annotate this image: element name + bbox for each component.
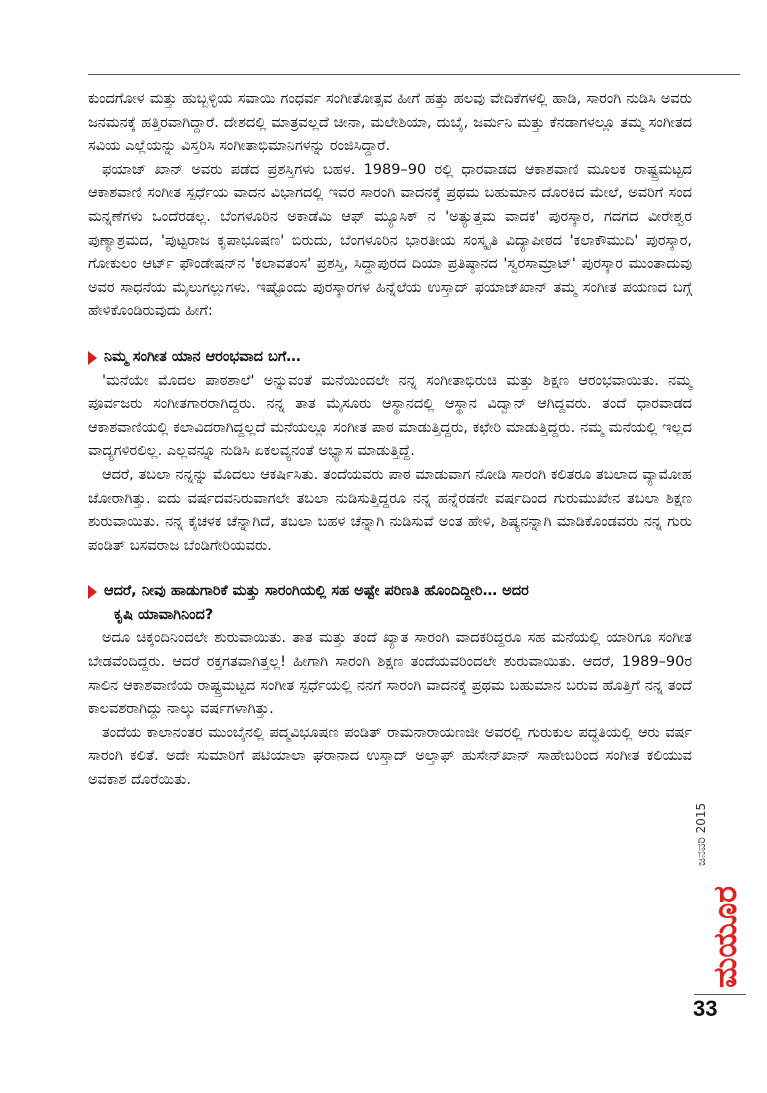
paragraph-1: ಕುಂದಗೋಳ ಮತ್ತು ಹುಬ್ಬಳ್ಳಿಯ ಸವಾಯಿ ಗಂಧರ್ವ ಸಂಗೀತೋತ್ಸವ ಹೀಗೆ ಹತ್ತು ಹಲವು ವೇದಿಕೆಗಳಲ್ಲಿ ಹಾಡಿ, ಸಾರಂಗಿ ನುಡಿಸಿ ಅವರು ಜನಮನಕ್ಕೆ ಹತ್ತಿರವಾಗಿದ್ದಾರೆ. ದೇಶದಲ್ಲಿ ಮಾತ್ರವಲ್ಲದೆ ಚೀನಾ, ಮಲೇಶಿಯಾ, ದುಬೈ, ಜರ್ಮನಿ ಮತ್ತು ಕೆನಡಾಗಳಲ್ಲೂ ತಮ್ಮ ಸಂಗೀತದ ಸವಿಯ ಎಲ್ಲೆಯನ್ನು ವಿಸ್ತರಿಸಿ ಸಂಗೀತಾಭಿಮಾನಿಗಳನ್ನು ರಂಜಿಸಿದ್ದಾರೆ. (88, 91, 692, 155)
question-1-text: ನಿಮ್ಮ ಸಂಗೀತ ಯಾನ ಆರಂಭವಾದ ಬಗೆ… (104, 348, 301, 365)
red-triangle-bullet-icon (88, 351, 97, 365)
question-1 (88, 346, 692, 370)
article-body (88, 88, 692, 793)
paragraph-5: ಅದೂ ಚಿಕ್ಕಂದಿನಿಂದಲೇ ಶುರುವಾಯಿತು. ತಾತ ಮತ್ತು ತಂದೆ ಖ್ಯಾತ ಸಾರಂಗಿ ವಾದಕರಿದ್ದರೂ ಸಹ ಮನೆಯಲ್ಲಿ ಯಾರಿಗೂ ಸಂಗೀತ ಬೇಡವೆಂದಿದ್ದರು. ಆದರೆ ರಕ್ತಗತವಾಗಿತ್ತಲ್ಲ! ಹೀಗಾಗಿ ಸಾರಂಗಿ ಶಿಕ್ಷಣ ತಂದೆಯವರಿಂದಲೇ ಶುರುವಾಯಿತು. ಆದರೆ, 1989–90ರ ಸಾಲಿನ ಆಕಾಶವಾಣಿಯ ರಾಷ್ಟ್ರಮಟ್ಟದ ಸಂಗೀತ ಸ್ಪರ್ಧೆಯಲ್ಲಿ ನನಗೆ ಸಾರಂಗಿ ವಾದನಕ್ಕೆ ಪ್ರಥಮ ಬಹುಮಾನ ಬರುವ ಹೊತ್ತಿಗೆ ನನ್ನ ತಂದೆ ಕಾಲವಶರಾಗಿದ್ದು ನಾಲ್ಕು ವರ್ಷಗಳಾಗಿತ್ತು. (88, 630, 692, 718)
paragraph-3: 'ಮನೆಯೇ ಮೊದಲ ಪಾಠಶಾಲೆ' ಅನ್ನುವಂತೆ ಮನೆಯಿಂದಲೇ ನನ್ನ ಸಂಗೀತಾಭಿರುಚಿ ಮತ್ತು ಶಿಕ್ಷಣ ಆರಂಭವಾಯಿತು. ನಮ್ಮ ಪೂರ್ವಜರು ಸಂಗೀತಗಾರರಾಗಿದ್ದರು. ನನ್ನ ತಾತ ಮೈಸೂರು ಆಸ್ಥಾನದಲ್ಲಿ ಆಸ್ಥಾನ ವಿದ್ವಾನ್ ಆಗಿದ್ದವರು. ತಂದೆ ಧಾರವಾಡದ ಆಕಾಶವಾಣಿಯಲ್ಲಿ ಕಲಾವಿದರಾಗಿದ್ದಲ್ಲದೆ ಮನೆಯಲ್ಲೂ ಸಂಗೀತ ಪಾಠ ಮಾಡುತ್ತಿದ್ದರು, ಕಛೇರಿ ಮಾಡುತ್ತಿದ್ದರು. ನಮ್ಮ ಮನೆಯಲ್ಲಿ ಇಲ್ಲದ ವಾದ್ಯಗಳಿರಲಿಲ್ಲ. ಎಲ್ಲವನ್ನೂ ನುಡಿಸಿ ಏಕಲವ್ಯನಂತೆ ಅಭ್ಯಾಸ ಮಾಡುತ್ತಿದ್ದೆ. (88, 372, 692, 460)
issue-date (694, 802, 714, 866)
page-number: 33 (693, 996, 718, 1021)
paragraph-2: ಫಯಾಜ್ ಖಾನ್ ಅವರು ಪಡೆದ ಪ್ರಶಸ್ತಿಗಳು ಬಹಳ. 1989–90 ರಲ್ಲಿ ಧಾರವಾಡದ ಆಕಾಶವಾಣಿ ಮೂಲಕ ರಾಷ್ಟ್ರಮಟ್ಟದ ಆಕಾಶವಾಣಿ ಸಂಗೀತ ಸ್ಪರ್ಧೆಯ ವಾದನ ವಿಭಾಗದಲ್ಲಿ ಇವರ ಸಾರಂಗಿ ವಾದನಕ್ಕೆ ಪ್ರಥಮ ಬಹುಮಾನ ದೊರಕಿದ ಮೇಲೆ, ಅವರಿಗೆ ಸಂದ ಮನ್ನಣೆಗಳು ಒಂದೆರಡಲ್ಲ. ಬೆಂಗಳೂರಿನ ಅಕಾಡೆಮಿ ಆಫ್ ಮ್ಯೂಸಿಕ್ ನ 'ಅತ್ಯುತ್ತಮ ವಾದಕ' ಪುರಸ್ಕಾರ, ಗದಗದ ವೀರೇಶ್ವರ ಪುಣ್ಯಾಶ್ರಮದ, 'ಪುಟ್ಟರಾಜ ಕೃಪಾಭೂಷಣ' ಬಿರುದು, ಬೆಂಗಳೂರಿನ ಭಾರತೀಯ ಸಂಸ್ಕೃತಿ ವಿದ್ಯಾಪೀಠದ 'ಕಲಾಕೌಮುದಿ' ಪುರಸ್ಕಾರ, ಗೋಕುಲಂ ಆರ್ಟ್ ಫೌಂಡೇಷನ್‌ನ 'ಕಲಾವತಂಸ' ಪ್ರಶಸ್ತಿ, ಸಿದ್ದಾಪುರದ ದಿಯಾ ಪ್ರತಿಷ್ಠಾನದ 'ಸ್ವರಸಾಮ್ರಾಟ್' ಪುರಸ್ಕಾರ ಮುಂತಾದುವು ಅವರ ಸಾಧನೆಯ ಮೈಲುಗಲ್ಲುಗಳು. ಇಷ್ಟೊಂದು ಪುರಸ್ಕಾರಗಳ ಹಿನ್ನೆಲೆಯ ಉಸ್ತಾದ್ ಫಯಾಜ್‌ಖಾನ್ ತಮ್ಮ ಸಂಗೀತ ಪಯಣದ ಬಗ್ಗೆ ಹೇಳಿಕೊಂಡಿರುವುದು ಹೀಗೆ: (88, 161, 692, 320)
bottom-rule (694, 994, 746, 995)
issue-date-text: ಜನವರಿ 2015 (694, 802, 708, 866)
paragraph-6: ತಂದೆಯ ಕಾಲಾನಂತರ ಮುಂಬೈನಲ್ಲಿ ಪದ್ಮವಿಭೂಷಣ ಪಂಡಿತ್ ರಾಮನಾರಾಯಣಜೀ ಅವರಲ್ಲಿ ಗುರುಕುಲ ಪದ್ಧತಿಯಲ್ಲಿ ಆರು ವರ್ಷ ಸಾರಂಗಿ ಕಲಿತೆ. ಅದೇ ಸುಮಾರಿಗೆ ಪಟಿಯಾಲಾ ಘರಾನಾದ ಉಸ್ತಾದ್ ಅಲ್ತಾಫ್ ಹುಸೇನ್‌ಖಾನ್ ಸಾಹೇಬರಿಂದ ಸಂಗೀತ ಕಲಿಯುವ ಅವಕಾಶ ದೊರೆಯಿತು. (88, 724, 692, 789)
question-2-line-1: ಆದರೆ, ನೀವು ಹಾಡುಗಾರಿಕೆ ಮತ್ತು ಸಾರಂಗಿಯಲ್ಲಿ ಸಹ ಅಷ್ಟೇ ಪರಿಣತಿ ಹೊಂದಿದ್ದೀರಿ… ಅದರ (104, 583, 529, 600)
top-rule (88, 74, 740, 75)
question-2 (88, 580, 692, 627)
question-2-line-2: ಕೃಷಿ ಯಾವಾಗಿನಿಂದ? (114, 606, 214, 623)
magazine-logo (706, 862, 746, 990)
paragraph-4: ಆದರೆ, ತಬಲಾ ನನ್ನನ್ನು ಮೊದಲು ಆಕರ್ಷಿಸಿತು. ತಂದೆಯವರು ಪಾಠ ಮಾಡುವಾಗ ನೋಡಿ ಸಾರಂಗಿ ಕಲಿತರೂ ತಬಲಾದ ವ್ಯಾಮೋಹ ಜೋರಾಗಿತ್ತು. ಐದು ವರ್ಷದವನಿರುವಾಗಲೇ ತಬಲಾ ನುಡಿಸುತ್ತಿದ್ದರೂ ನನ್ನ ಹನ್ನೆರಡನೇ ವರ್ಷದಿಂದ ಗುರುಮುಖೇನ ತಬಲಾ ಶಿಕ್ಷಣ ಶುರುವಾಯಿತು. ನನ್ನ ಕೈಚಳಕ ಚೆನ್ನಾಗಿದೆ, ತಬಲಾ ಬಹಳ ಚೆನ್ನಾಗಿ ನುಡಿಸುವೆ ಅಂತ ಹೇಳಿ, ಶಿಷ್ಯನನ್ನಾಗಿ ಮಾಡಿಕೊಂಡವರು ನನ್ನ ಗುರು ಪಂಡಿತ್ ಬಸವರಾಜ ಬೆಂಡಿಗೇರಿಯವರು. (88, 466, 692, 554)
magazine-logo-text: ಮಯೂರ (706, 885, 744, 988)
red-triangle-bullet-icon (88, 585, 97, 599)
